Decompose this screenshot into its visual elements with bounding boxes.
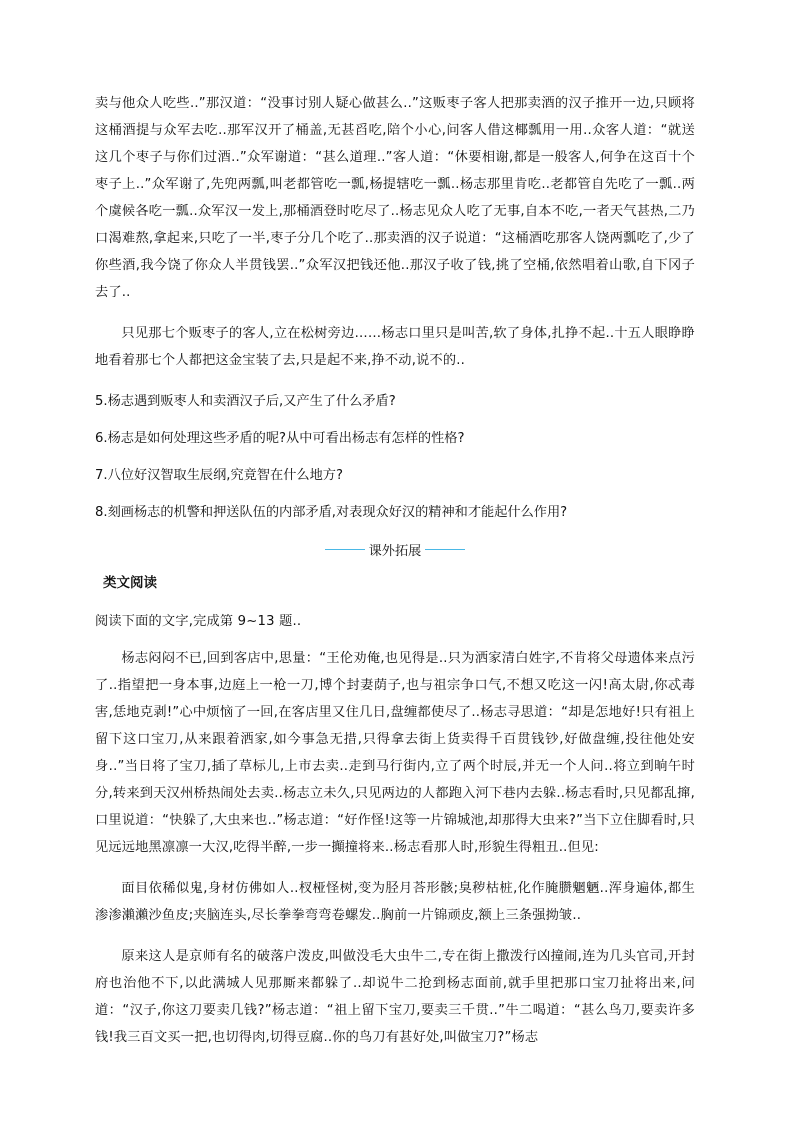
section-subheading: 类文阅读 [103, 575, 157, 591]
section-title: 课外拓展 [368, 543, 422, 559]
page-content [95, 90, 695, 1051]
banner-line-left [325, 549, 365, 550]
question-list [95, 388, 695, 526]
section-banner [95, 536, 695, 562]
question-8: 8.刻画杨志的机警和押送队伍的内部矛盾,对表现众好汉的精神和才能起什么作用? [95, 505, 568, 520]
passage2-paragraph-2: 面目依稀似鬼,身材仿佛如人..杈桠怪树,变为胫月荅形骸;臭秽枯桩,化作腌臜魍魉..浑身遍体,都生渗渗瀨瀨沙鱼皮;夹脑连头,尽长拳拳弯弯卷螺发..胸前一片锦顽皮,额上三条强拗皱.. [95, 881, 695, 923]
passage1-paragraph-1: 卖与他众人吃些..”那汉道：“没事讨别人疑心做甚么..”这贩枣子客人把那卖酒的汉子推开一边,只顾将这桶酒提与众军去吃..那军汉开了桶盖,无甚舀吃,陪个小心,问客人借这椰瓢用一用..众客人道：“就送这几个枣子与你们过酒..”众军谢道：“甚么道理..”客人道：“休要相谢,都是一般客人,何争在这百十个枣子上..”众军谢了,先兜两瓢,叫老都管吃一瓢,杨提辖吃一瓢..杨志那里肯吃..老都管自先吃了一瓢..两个虞候各吃一瓢..众军汉一发上,那桶酒登时吃尽了..杨志见众人吃了无事,自本不吃,一者天气甚热,二乃口渴难熬,拿起来,只吃了一半,枣子分几个吃了..那卖酒的汉子说道：“这桶酒吃那客人饶两瓢吃了,少了你些酒,我今饶了你众人半贯钱罢..”众军汉把钱还他..那汉子收了钱,挑了空桶,依然唱着山歌,自下冈子去了.. [95, 96, 695, 300]
question-7: 7.八位好汉智取生辰纲,究竟智在什么地方? [95, 468, 343, 483]
passage1-paragraph-2: 只见那七个贩枣子的客人,立在松树旁边……杨志口里只是叫苦,软了身体,扎挣不起..十五人眼睁睁地看着那七个人都把这金宝装了去,只是起不来,挣不动,说不的.. [95, 326, 695, 368]
banner-line-right [425, 549, 465, 550]
passage2-paragraph-1: 杨志闷闷不已,回到客店中,思量：“王伦劝俺,也见得是..只为洒家清白姓字,不肯将父母遗体来点污了..指望把一身本事,边庭上一枪一刀,博个封妻荫子,也与祖宗争口气,不想又吃这一闪!高太尉,你忒毒害,恁地克剥!”心中烦恼了一回,在客店里又住几日,盘缠都使尽了..杨志寻思道：“却是怎地好!只有祖上留下这口宝刀,从来跟着洒家,如今事急无措,只得拿去街上货卖得千百贯钱钞,好做盘缠,投往他处安身..”当日将了宝刀,插了草标儿,上市去卖..走到马行街内,立了两个时辰,并无一个人问..将立到晌午时分,转来到天汉州桥热闹处去卖..杨志立未久,只见两边的人都跑入河下巷内去躲..杨志看时,只见都乱撺,口里说道：“快躲了,大虫来也..”杨志道：“好作怪!这等一片锦城池,却那得大虫来?”当下立住脚看时,只见远远地黑凛凛一大汉,吃得半醉,一步一攧撞将来..杨志看那人时,形貌生得粗丑..但见: [95, 651, 695, 855]
question-6: 6.杨志是如何处理这些矛盾的呢?从中可看出杨志有怎样的性格? [95, 431, 465, 446]
question-5: 5.杨志遇到贩枣人和卖酒汉子后,又产生了什么矛盾? [95, 394, 396, 409]
reading-instruction: 阅读下面的文字,完成第 9~13 题.. [95, 614, 302, 629]
passage2-paragraph-3: 原来这人是京师有名的破落户泼皮,叫做没毛大虫牛二,专在街上撒泼行凶撞闹,连为几头官司,开封府也治他不下,以此满城人见那厮来都躲了..却说牛二抢到杨志面前,就手里把那口宝刀扯将出来,问道：“汉子,你这刀要卖几钱?”杨志道：“祖上留下宝刀,要卖三千贯..”牛二喝道：“甚么鸟刀,要卖许多钱!我三百文买一把,也切得肉,切得豆腐..你的鸟刀有甚好处,叫做宝刀?”杨志 [95, 949, 695, 1045]
